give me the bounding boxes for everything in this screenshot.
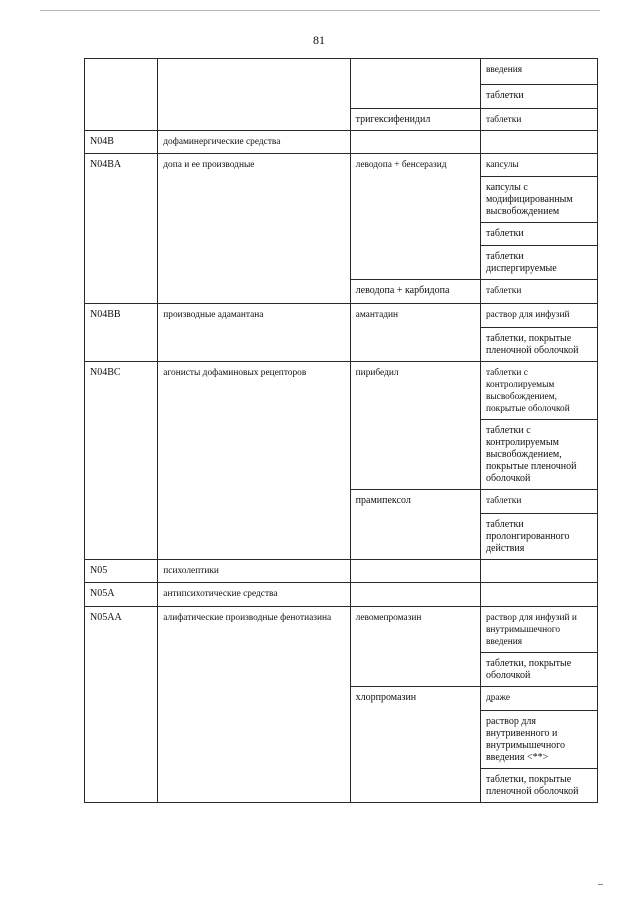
dosage-form-cell: таблетки — [480, 223, 597, 246]
dosage-form-cell: капсулы — [480, 154, 597, 177]
drug-classification-table — [84, 58, 598, 803]
dosage-form-cell — [480, 560, 597, 583]
dosage-form-cell: таблетки, покрытые пленочной оболочкой — [480, 328, 597, 362]
drug-name-cell — [350, 560, 480, 583]
atc-code-cell: N04BA — [85, 154, 158, 304]
atc-code-cell: N05 — [85, 560, 158, 583]
dosage-form-cell: таблетки, покрытые оболочкой — [480, 653, 597, 687]
atc-code-cell: N04BC — [85, 362, 158, 560]
group-name-cell: допа и ее производные — [158, 154, 350, 304]
atc-code-cell: N05A — [85, 583, 158, 607]
table-row — [85, 304, 598, 328]
dosage-form-cell: таблетки — [480, 280, 597, 304]
table-row — [85, 560, 598, 583]
dosage-form-cell: раствор для инфузий и внутримышечного введения — [480, 607, 597, 653]
dosage-form-cell: таблетки с контролируемым высвобождением, покрытые пленочной оболочкой — [480, 420, 597, 490]
atc-code-cell: N04BB — [85, 304, 158, 362]
table-row — [85, 362, 598, 420]
table-row — [85, 583, 598, 607]
dosage-form-cell: драже — [480, 687, 597, 711]
group-name-cell: производные адамантана — [158, 304, 350, 362]
drug-name-cell — [350, 131, 480, 154]
dosage-form-cell: таблетки с контролируемым высвобождением, покрытые оболочкой — [480, 362, 597, 420]
dosage-form-cell: раствор для инфузий — [480, 304, 597, 328]
dosage-form-cell — [480, 131, 597, 154]
dosage-form-cell: таблетки — [480, 490, 597, 514]
dosage-form-cell: таблетки пролонгированного действия — [480, 514, 597, 560]
table-row — [85, 59, 598, 85]
group-name-cell: агонисты дофаминовых рецепторов — [158, 362, 350, 560]
drug-name-cell: амантадин — [350, 304, 480, 362]
dosage-form-cell: раствор для внутривенного и внутримышечного введения <**> — [480, 711, 597, 769]
drug-name-cell: пирибедил — [350, 362, 480, 490]
table-row — [85, 154, 598, 177]
drug-name-cell: леводопа + карбидопа — [350, 280, 480, 304]
atc-code-cell: N05AA — [85, 607, 158, 803]
drug-name-cell: леводопа + бенсеразид — [350, 154, 480, 280]
atc-code-cell — [85, 59, 158, 131]
dosage-form-cell: таблетки диспергируемые — [480, 246, 597, 280]
dosage-form-cell: введения — [480, 59, 597, 85]
dosage-form-cell: таблетки — [480, 109, 597, 131]
table-row — [85, 131, 598, 154]
drug-name-cell: левомепромазин — [350, 607, 480, 687]
drug-name-cell: тригексифенидил — [350, 109, 480, 131]
scan-mark — [598, 884, 603, 885]
group-name-cell: алифатические производные фенотиазина — [158, 607, 350, 803]
group-name-cell: психолептики — [158, 560, 350, 583]
dosage-form-cell — [480, 583, 597, 607]
group-name-cell: дофаминергические средства — [158, 131, 350, 154]
dosage-form-cell: таблетки — [480, 85, 597, 109]
drug-name-cell: прамипексол — [350, 490, 480, 560]
group-name-cell: антипсихотические средства — [158, 583, 350, 607]
page-number: 81 — [313, 33, 325, 47]
table-row — [85, 607, 598, 653]
top-rule — [40, 10, 600, 11]
group-name-cell — [158, 59, 350, 131]
dosage-form-cell: капсулы с модифицированным высвобождением — [480, 177, 597, 223]
drug-name-cell: хлорпромазин — [350, 687, 480, 803]
dosage-form-cell: таблетки, покрытые пленочной оболочкой — [480, 769, 597, 803]
atc-code-cell: N04B — [85, 131, 158, 154]
drug-name-cell — [350, 583, 480, 607]
drug-name-cell — [350, 59, 480, 109]
